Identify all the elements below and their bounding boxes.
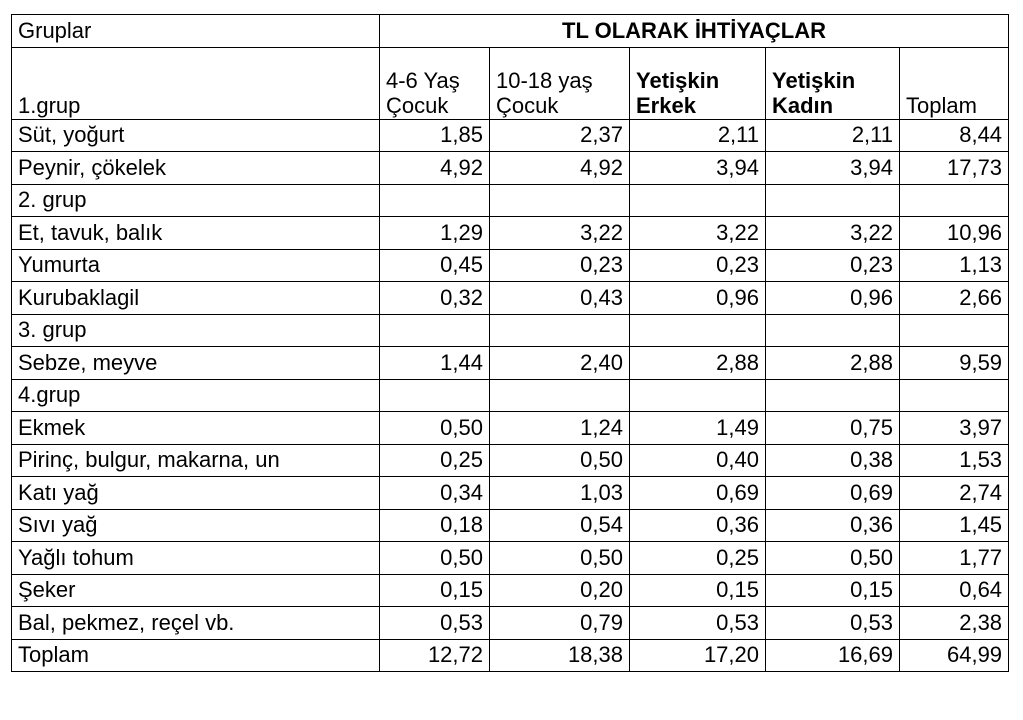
table-title: TL OLARAK İHTİYAÇLAR [380,15,1009,48]
cell-value: 3,94 [630,152,766,185]
table-row [12,314,1009,347]
cell-value [900,379,1009,412]
cell-value: 0,23 [766,249,900,282]
cell-value: 1,53 [900,444,1009,477]
cell-value: 0,69 [630,477,766,510]
cell-value: 16,69 [766,639,900,672]
column-header-10-18-child: 10-18 yaş Çocuk [490,47,630,119]
cell-value: 3,22 [766,217,900,250]
table-row [12,607,1009,640]
cell-value: 1,29 [380,217,490,250]
cell-value: 0,25 [630,542,766,575]
cell-value [490,314,630,347]
cell-value: 0,15 [380,574,490,607]
cell-value: 0,40 [630,444,766,477]
row-label: Et, tavuk, balık [12,217,380,250]
cell-value: 18,38 [490,639,630,672]
first-group-label: 1.grup [12,47,380,119]
row-label: 3. grup [12,314,380,347]
table-row [12,379,1009,412]
cell-value: 2,11 [766,119,900,152]
cell-value: 3,22 [490,217,630,250]
cell-value: 0,45 [380,249,490,282]
cell-value [630,314,766,347]
column-header-adult-female: Yetişkin Kadın [766,47,900,119]
cell-value: 0,96 [630,282,766,315]
cell-value: 0,34 [380,477,490,510]
cell-value: 0,15 [630,574,766,607]
cell-value: 17,73 [900,152,1009,185]
cell-value: 0,43 [490,282,630,315]
table-row [12,152,1009,185]
table-row [12,347,1009,380]
row-label: 2. grup [12,184,380,217]
cell-value: 2,74 [900,477,1009,510]
cell-value: 0,53 [766,607,900,640]
column-header-adult-male: Yetişkin Erkek [630,47,766,119]
cell-value: 0,50 [490,444,630,477]
cell-value: 0,54 [490,509,630,542]
table-row [12,119,1009,152]
cell-value: 10,96 [900,217,1009,250]
cell-value: 3,22 [630,217,766,250]
header-row-1 [12,15,1009,48]
row-label: 4.grup [12,379,380,412]
cell-value: 0,32 [380,282,490,315]
cell-value: 1,03 [490,477,630,510]
cell-value: 1,24 [490,412,630,445]
cell-value: 1,49 [630,412,766,445]
row-label: Katı yağ [12,477,380,510]
cell-value: 0,50 [380,412,490,445]
cell-value: 1,13 [900,249,1009,282]
row-label: Yumurta [12,249,380,282]
cell-value: 0,18 [380,509,490,542]
cell-value [766,184,900,217]
cell-value: 0,36 [630,509,766,542]
cell-value: 2,38 [900,607,1009,640]
cell-value: 9,59 [900,347,1009,380]
cell-value: 2,88 [766,347,900,380]
table-row [12,282,1009,315]
cell-value: 64,99 [900,639,1009,672]
table-row [12,574,1009,607]
table-row [12,542,1009,575]
cell-value: 0,50 [490,542,630,575]
cell-value: 3,97 [900,412,1009,445]
row-label: Toplam [12,639,380,672]
cell-value: 12,72 [380,639,490,672]
row-label: Ekmek [12,412,380,445]
table-row [12,477,1009,510]
cell-value [766,379,900,412]
cell-value: 2,40 [490,347,630,380]
cell-value [490,184,630,217]
row-label: Sıvı yağ [12,509,380,542]
table-row [12,639,1009,672]
cell-value: 2,66 [900,282,1009,315]
row-label: Yağlı tohum [12,542,380,575]
table-row [12,217,1009,250]
cell-value: 2,88 [630,347,766,380]
cell-value [380,314,490,347]
row-label: Pirinç, bulgur, makarna, un [12,444,380,477]
cell-value: 0,53 [630,607,766,640]
row-label: Bal, pekmez, reçel vb. [12,607,380,640]
table-row [12,412,1009,445]
cell-value: 1,45 [900,509,1009,542]
cell-value: 0,38 [766,444,900,477]
cell-value: 0,50 [380,542,490,575]
cell-value [900,314,1009,347]
cell-value: 17,20 [630,639,766,672]
cell-value [380,379,490,412]
cell-value: 1,44 [380,347,490,380]
row-label: Süt, yoğurt [12,119,380,152]
cell-value: 3,94 [766,152,900,185]
cell-value: 0,23 [630,249,766,282]
header-row-2 [12,47,1009,119]
cell-value: 0,64 [900,574,1009,607]
row-label: Peynir, çökelek [12,152,380,185]
cell-value [380,184,490,217]
row-label: Kurubaklagil [12,282,380,315]
row-label: Şeker [12,574,380,607]
cell-value: 8,44 [900,119,1009,152]
cell-value: 0,15 [766,574,900,607]
cell-value: 0,23 [490,249,630,282]
row-label: Sebze, meyve [12,347,380,380]
needs-table [11,14,1009,672]
cell-value: 2,37 [490,119,630,152]
cell-value [630,184,766,217]
table-row [12,249,1009,282]
cell-value: 0,75 [766,412,900,445]
column-header-total: Toplam [900,47,1009,119]
table-row [12,509,1009,542]
cell-value: 1,85 [380,119,490,152]
cell-value: 4,92 [490,152,630,185]
cell-value: 0,50 [766,542,900,575]
column-header-4-6-child: 4-6 Yaş Çocuk [380,47,490,119]
cell-value: 4,92 [380,152,490,185]
cell-value: 0,79 [490,607,630,640]
cell-value: 0,36 [766,509,900,542]
cell-value: 1,77 [900,542,1009,575]
cell-value [766,314,900,347]
cell-value: 2,11 [630,119,766,152]
cell-value: 0,25 [380,444,490,477]
cell-value [630,379,766,412]
cell-value [900,184,1009,217]
cell-value: 0,53 [380,607,490,640]
cell-value: 0,69 [766,477,900,510]
cell-value: 0,20 [490,574,630,607]
table-row [12,184,1009,217]
cell-value: 0,96 [766,282,900,315]
table-row [12,444,1009,477]
groups-header: Gruplar [12,15,380,48]
cell-value [490,379,630,412]
